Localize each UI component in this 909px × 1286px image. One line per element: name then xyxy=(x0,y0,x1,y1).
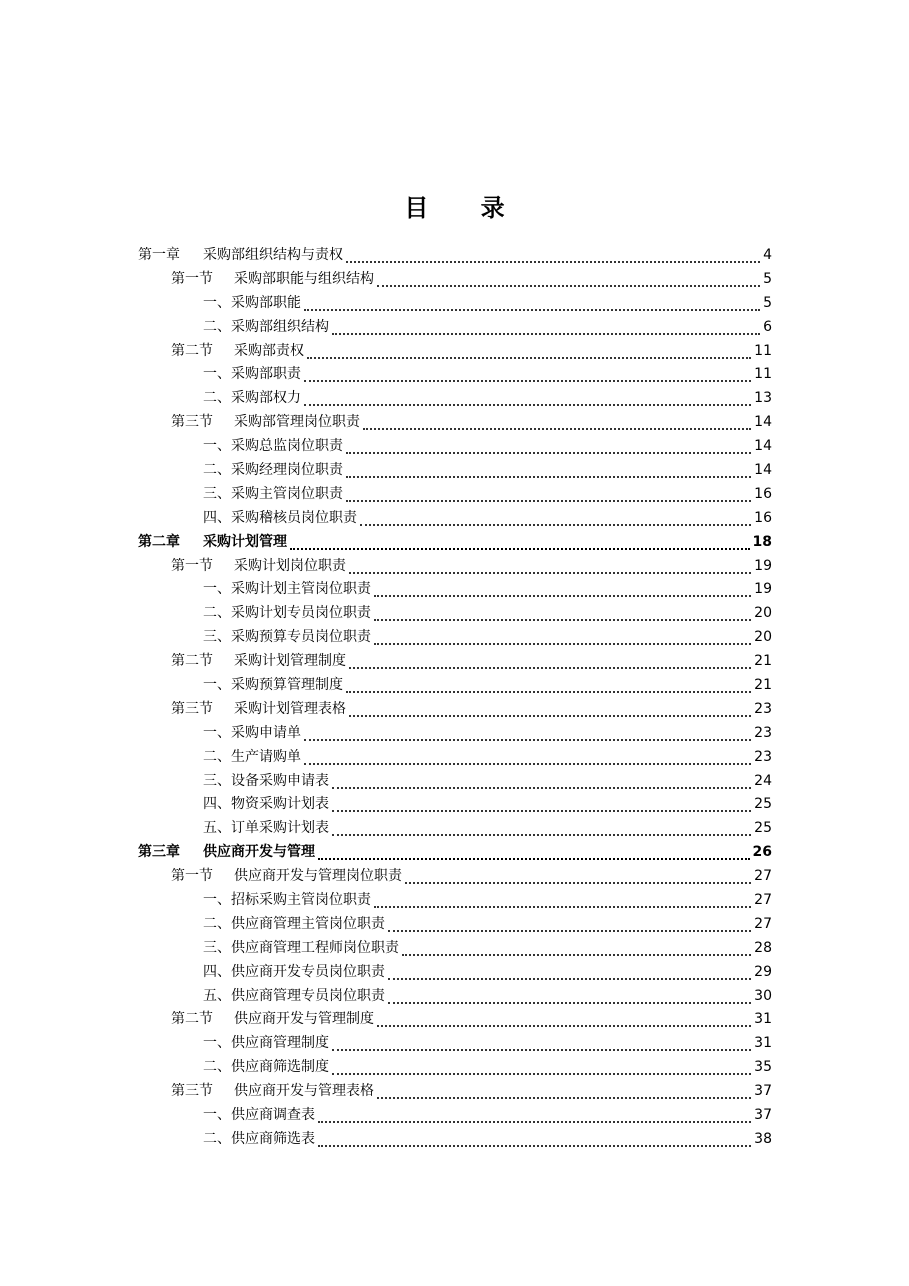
dot-leader xyxy=(363,416,751,430)
toc-entry[interactable] xyxy=(0,291,909,315)
dot-leader xyxy=(304,368,751,382)
toc-entry-page: 16 xyxy=(754,509,772,526)
toc-entry-text: 一、供应商管理制度 xyxy=(203,1035,329,1052)
toc-entry-text: 二、采购计划专员岗位职责 xyxy=(203,605,371,622)
toc-entry-text: 采购部组织结构与责权 xyxy=(203,246,343,263)
toc-entry-number: 第二节 xyxy=(171,1011,213,1028)
dot-leader xyxy=(318,1133,751,1147)
toc-entry-text: 供应商开发与管理岗位职责 xyxy=(234,868,402,885)
toc-entry[interactable] xyxy=(0,601,909,625)
toc-list xyxy=(0,243,909,1151)
dot-leader xyxy=(318,1109,751,1123)
toc-entry-page: 21 xyxy=(754,676,772,693)
toc-entry-text: 一、招标采购主管岗位职责 xyxy=(203,891,371,908)
toc-entry[interactable] xyxy=(0,888,909,912)
dot-leader xyxy=(304,392,751,406)
toc-entry[interactable] xyxy=(0,577,909,601)
toc-entry-number: 第二节 xyxy=(171,653,213,670)
toc-entry-page: 27 xyxy=(754,915,772,932)
toc-entry-text: 二、供应商筛选制度 xyxy=(203,1059,329,1076)
toc-entry-text: 二、采购部权力 xyxy=(203,390,301,407)
toc-entry-page: 25 xyxy=(754,796,772,813)
dot-leader xyxy=(377,1085,751,1099)
dot-leader xyxy=(318,846,750,860)
toc-entry[interactable] xyxy=(0,1055,909,1079)
toc-entry-page: 18 xyxy=(752,533,772,550)
toc-entry-text: 二、采购部组织结构 xyxy=(203,318,329,335)
toc-entry[interactable] xyxy=(0,1008,909,1032)
toc-entry-page: 23 xyxy=(754,724,772,741)
toc-entry-page: 38 xyxy=(754,1130,772,1147)
toc-entry-page: 31 xyxy=(754,1035,772,1052)
dot-leader xyxy=(332,822,751,836)
toc-entry-page: 31 xyxy=(754,1011,772,1028)
toc-entry-page: 27 xyxy=(754,868,772,885)
toc-entry-page: 5 xyxy=(763,270,772,287)
toc-entry-page: 20 xyxy=(754,629,772,646)
toc-entry[interactable] xyxy=(0,530,909,554)
toc-entry-text: 采购计划管理 xyxy=(203,533,287,550)
dot-leader xyxy=(374,631,751,645)
toc-entry-text: 三、采购预算专员岗位职责 xyxy=(203,629,371,646)
toc-entry-text: 四、采购稽核员岗位职责 xyxy=(203,509,357,526)
toc-entry[interactable] xyxy=(0,936,909,960)
toc-entry-number: 第三节 xyxy=(171,414,213,431)
dot-leader xyxy=(346,440,751,454)
toc-entry-page: 28 xyxy=(754,939,772,956)
toc-entry[interactable] xyxy=(0,816,909,840)
dot-leader xyxy=(405,870,751,884)
toc-entry[interactable] xyxy=(0,984,909,1008)
toc-entry[interactable] xyxy=(0,1103,909,1127)
toc-entry-page: 13 xyxy=(754,390,772,407)
toc-entry[interactable] xyxy=(0,673,909,697)
toc-entry-text: 四、供应商开发专员岗位职责 xyxy=(203,963,385,980)
toc-entry-text: 五、供应商管理专员岗位职责 xyxy=(203,987,385,1004)
dot-leader xyxy=(346,464,751,478)
toc-entry-page: 37 xyxy=(754,1083,772,1100)
dot-leader xyxy=(374,583,751,597)
dot-leader xyxy=(388,966,751,980)
toc-entry-number: 第三节 xyxy=(171,700,213,717)
toc-entry-text: 采购计划管理表格 xyxy=(234,700,346,717)
toc-entry-page: 30 xyxy=(754,987,772,1004)
toc-entry-page: 25 xyxy=(754,820,772,837)
toc-entry-text: 采购计划岗位职责 xyxy=(234,557,346,574)
toc-entry-number: 第一章 xyxy=(138,246,180,263)
toc-entry-text: 供应商开发与管理表格 xyxy=(234,1083,374,1100)
toc-entry-page: 21 xyxy=(754,653,772,670)
toc-entry[interactable] xyxy=(0,864,909,888)
dot-leader xyxy=(332,321,760,335)
toc-title: 目 录 xyxy=(404,194,527,222)
toc-entry-text: 二、采购经理岗位职责 xyxy=(203,461,343,478)
toc-entry[interactable] xyxy=(0,410,909,434)
dot-leader xyxy=(304,297,760,311)
toc-entry-number: 第三节 xyxy=(171,1083,213,1100)
toc-entry[interactable] xyxy=(0,339,909,363)
dot-leader xyxy=(290,536,750,550)
dot-leader xyxy=(346,249,760,263)
toc-entry-text: 供应商开发与管理制度 xyxy=(234,1011,374,1028)
toc-entry-number: 第一节 xyxy=(171,270,213,287)
toc-entry[interactable] xyxy=(0,1079,909,1103)
toc-entry-page: 14 xyxy=(754,461,772,478)
dot-leader xyxy=(304,727,751,741)
toc-entry[interactable] xyxy=(0,1031,909,1055)
toc-entry[interactable] xyxy=(0,554,909,578)
dot-leader xyxy=(377,273,760,287)
toc-entry[interactable] xyxy=(0,960,909,984)
dot-leader xyxy=(307,345,751,359)
toc-entry-page: 37 xyxy=(754,1107,772,1123)
toc-entry[interactable] xyxy=(0,362,909,386)
toc-entry[interactable] xyxy=(0,434,909,458)
toc-entry-number: 第一节 xyxy=(171,557,213,574)
toc-entry-text: 三、供应商管理工程师岗位职责 xyxy=(203,939,399,956)
dot-leader xyxy=(332,798,751,812)
toc-entry-page: 23 xyxy=(754,748,772,765)
toc-entry[interactable] xyxy=(0,769,909,793)
toc-entry-text: 一、采购计划主管岗位职责 xyxy=(203,581,371,598)
toc-entry[interactable] xyxy=(0,745,909,769)
toc-entry[interactable] xyxy=(0,840,909,864)
toc-entry-page: 24 xyxy=(754,772,772,789)
toc-entry[interactable] xyxy=(0,649,909,673)
toc-entry-page: 5 xyxy=(763,294,772,311)
dot-leader xyxy=(332,775,751,789)
toc-entry[interactable] xyxy=(0,625,909,649)
toc-entry[interactable] xyxy=(0,458,909,482)
toc-entry-page: 11 xyxy=(754,342,772,359)
toc-entry[interactable] xyxy=(0,243,909,267)
toc-entry-number: 第二章 xyxy=(138,533,180,550)
toc-entry-text: 采购计划管理制度 xyxy=(234,653,346,670)
toc-entry-text: 四、物资采购计划表 xyxy=(203,796,329,813)
toc-entry-text: 采购部职能与组织结构 xyxy=(234,270,374,287)
toc-entry-text: 一、采购预算管理制度 xyxy=(203,676,343,693)
toc-entry-text: 二、供应商筛选表 xyxy=(203,1130,315,1147)
toc-entry-page: 11 xyxy=(754,366,772,383)
toc-entry-text: 二、生产请购单 xyxy=(203,748,301,765)
toc-entry-text: 三、采购主管岗位职责 xyxy=(203,485,343,502)
toc-entry-number: 第三章 xyxy=(138,844,180,861)
toc-entry[interactable] xyxy=(0,912,909,936)
toc-entry-page: 35 xyxy=(754,1059,772,1076)
toc-entry-text: 一、采购部职责 xyxy=(203,366,301,383)
dot-leader xyxy=(304,751,751,765)
toc-entry-page: 14 xyxy=(754,414,772,431)
toc-entry[interactable] xyxy=(0,315,909,339)
toc-entry-text: 二、供应商管理主管岗位职责 xyxy=(203,915,385,932)
toc-entry-page: 19 xyxy=(754,557,772,574)
toc-entry[interactable] xyxy=(0,1127,909,1151)
toc-entry-text: 采购部责权 xyxy=(234,342,304,359)
toc-entry-number: 第一节 xyxy=(171,868,213,885)
toc-entry-page: 23 xyxy=(754,700,772,717)
dot-leader xyxy=(402,942,751,956)
toc-entry[interactable] xyxy=(0,267,909,291)
dot-leader xyxy=(349,703,751,717)
toc-entry-page: 20 xyxy=(754,605,772,622)
toc-entry-page: 29 xyxy=(754,963,772,980)
dot-leader xyxy=(374,607,751,621)
toc-entry[interactable] xyxy=(0,482,909,506)
toc-entry-page: 4 xyxy=(763,246,772,263)
toc-entry-text: 一、供应商调查表 xyxy=(203,1107,315,1123)
toc-entry-text: 三、设备采购申请表 xyxy=(203,772,329,789)
dot-leader xyxy=(377,1013,751,1027)
dot-leader xyxy=(349,655,751,669)
dot-leader xyxy=(332,1061,751,1075)
toc-entry[interactable] xyxy=(0,721,909,745)
dot-leader xyxy=(346,488,751,502)
toc-entry-page: 26 xyxy=(752,844,772,861)
toc-entry-page: 27 xyxy=(754,891,772,908)
dot-leader xyxy=(346,679,751,693)
dot-leader xyxy=(349,560,751,574)
toc-entry[interactable] xyxy=(0,697,909,721)
toc-entry-text: 采购部管理岗位职责 xyxy=(234,414,360,431)
toc-entry-page: 19 xyxy=(754,581,772,598)
toc-entry-page: 16 xyxy=(754,485,772,502)
toc-entry-page: 14 xyxy=(754,438,772,455)
dot-leader xyxy=(332,1037,751,1051)
toc-entry[interactable] xyxy=(0,506,909,530)
toc-entry-number: 第二节 xyxy=(171,342,213,359)
toc-entry-page: 6 xyxy=(763,318,772,335)
dot-leader xyxy=(388,990,751,1004)
dot-leader xyxy=(374,894,751,908)
toc-entry[interactable] xyxy=(0,792,909,816)
toc-entry-text: 一、采购总监岗位职责 xyxy=(203,438,343,455)
toc-entry-text: 一、采购部职能 xyxy=(203,294,301,311)
toc-entry-text: 供应商开发与管理 xyxy=(203,844,315,861)
toc-entry-text: 一、采购申请单 xyxy=(203,724,301,741)
toc-entry-text: 五、订单采购计划表 xyxy=(203,820,329,837)
dot-leader xyxy=(360,512,751,526)
toc-entry[interactable] xyxy=(0,386,909,410)
dot-leader xyxy=(388,918,751,932)
